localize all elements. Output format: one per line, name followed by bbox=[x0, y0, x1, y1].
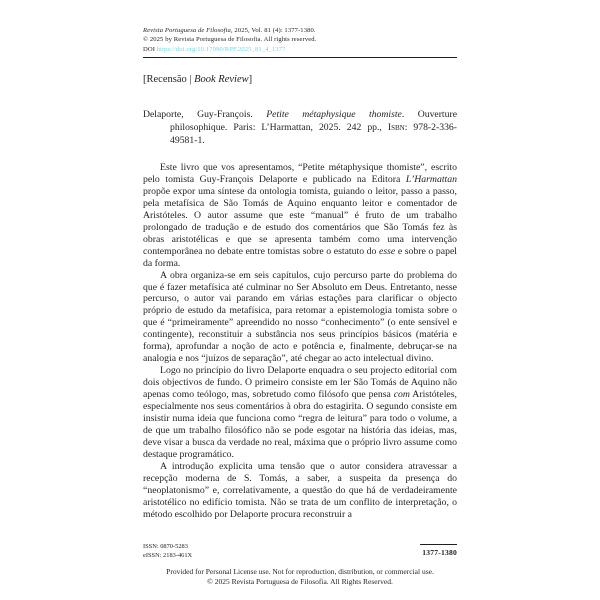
issn-line: ISSN: 0870-5283 bbox=[143, 543, 188, 550]
doi-line bbox=[143, 45, 457, 54]
page-range-block bbox=[420, 544, 457, 557]
journal-header bbox=[143, 26, 457, 54]
body-paragraph bbox=[143, 365, 457, 461]
text-segment: Aristóteles, especialmente nos seus comentários à obra do estagirita. O segundo consiste em insistir numa ideia que funciona como “regra de leitura” para todo o volume, a de que um trabalho filosófico não se pode esgotar na história das ideias, mas, deve visar a busca da verdade no real, máxima que o próprio livro assume como destaque programático. bbox=[143, 389, 457, 460]
page-range-divider bbox=[420, 544, 457, 545]
body-paragraph bbox=[143, 270, 457, 366]
text-segment: Book Review bbox=[194, 74, 249, 85]
text-segment: Delaporte, Guy-François. bbox=[143, 109, 267, 120]
text-segment: Este livro que vos apresentamos, “Petite métaphysique thomiste”, escrito pelo tomista Guy-François Delaporte e publicado na Editora bbox=[143, 162, 457, 185]
body-paragraph bbox=[143, 162, 457, 270]
body-paragraph bbox=[143, 461, 457, 521]
journal-citation-line bbox=[143, 26, 457, 35]
text-segment: e sobre o papel da forma. bbox=[143, 245, 457, 269]
page-range: 1377-1380 bbox=[422, 548, 457, 557]
review-body bbox=[143, 162, 457, 534]
text-segment: ] bbox=[248, 74, 253, 85]
text-segment: L’Harmattan bbox=[405, 173, 457, 185]
text-segment: Logo no princípio do livro Delaporte enquadra o seu projecto editorial com dois objectivos de fundo. O primeiro consiste em ler São Tomás de Aquino não apenas como teólogo, mas, sobretudo como filósofo que pensa bbox=[143, 365, 457, 401]
doi-link[interactable]: https://doi.org/10.17990/RPF.2025_81_4_1377 bbox=[156, 45, 286, 53]
copyright-line: © 2025 by Revista Portuguesa de Filosofia. All rights reserved. bbox=[143, 36, 317, 44]
eissn-line: eISSN: 2183-461X bbox=[143, 551, 193, 559]
section-label bbox=[143, 74, 252, 85]
text-segment: [Recensão | bbox=[143, 74, 195, 85]
text-segment: : 978-2-336-49581-1. bbox=[170, 121, 457, 146]
header-divider bbox=[143, 57, 457, 58]
text-segment: A introdução explicita uma tensão que o autor considera atravessar a recepção moderna de S. Tomás, a saber, a suspeita da presença do “neoplatonismo” e, correlativamente, a questão do que há de verdadeiramente aristotélico no edifício tomista. Não se trata de um conflito de interpretação, o método escolhido por Delaporte procura reconstruir a bbox=[143, 460, 457, 520]
license-footer bbox=[0, 567, 600, 588]
license-line: © 2025 Revista Portuguesa de Filosofia. All Rights Reserved. bbox=[207, 577, 393, 587]
text-segment: A obra organiza-se em seis capítulos, cujo percurso parte do problema do que é fazer metafísica até culminar no Ser Absoluto em Deus. Entretanto, nesse percurso, o autor vai parando em várias estações para clarificar o objecto próprio de estudo da metafísica, para retomar a epistemologia tomista sobre o que é “primeiramente” apreendido no nosso “conhecimento” (o ente sensível e contingente), reconstituir a substância nos seus princípios básicos (matéria e forma), aprofundar a noção de acto e potência e, finalmente, debruçar-se na analogia e nos “juízos de separação”, até chegar ao acto intelectual divino. bbox=[143, 269, 457, 365]
text-segment: Revista Portuguesa de Filosofia bbox=[143, 27, 231, 34]
text-segment: com bbox=[393, 389, 410, 401]
text-segment: Petite métaphysique thomiste bbox=[266, 109, 402, 120]
license-line: Provided for Personal License use. Not for reproduction, distribution, or commercial use. bbox=[166, 567, 434, 576]
text-segment: . Ouverture philosophique. Paris: L’Harmattan, 2025. 242 pp., bbox=[170, 109, 457, 133]
doi-label: DOI bbox=[143, 45, 156, 53]
text-segment: esse bbox=[379, 245, 396, 257]
book-citation bbox=[143, 109, 457, 147]
issn-block bbox=[143, 543, 192, 561]
text-segment: propõe expor uma síntese da ontologia tomista, guiando o leitor, passo a passo, pela metafísica de São Tomás de Aquino enquanto leitor e comentador de Aristóteles. O autor assume que este “manual” é fruto de um trabalho prolongado de tradução e de estudo dos comentários que São Tomás fez às obras aristotélicas e que se apresenta também como uma intervenção contemporânea no debate entre tomistas sobre o estatuto do bbox=[143, 185, 457, 257]
text-segment: , 2025, Vol. 81 (4): 1377-1380. bbox=[230, 27, 316, 34]
text-segment: Isbn bbox=[387, 121, 405, 133]
